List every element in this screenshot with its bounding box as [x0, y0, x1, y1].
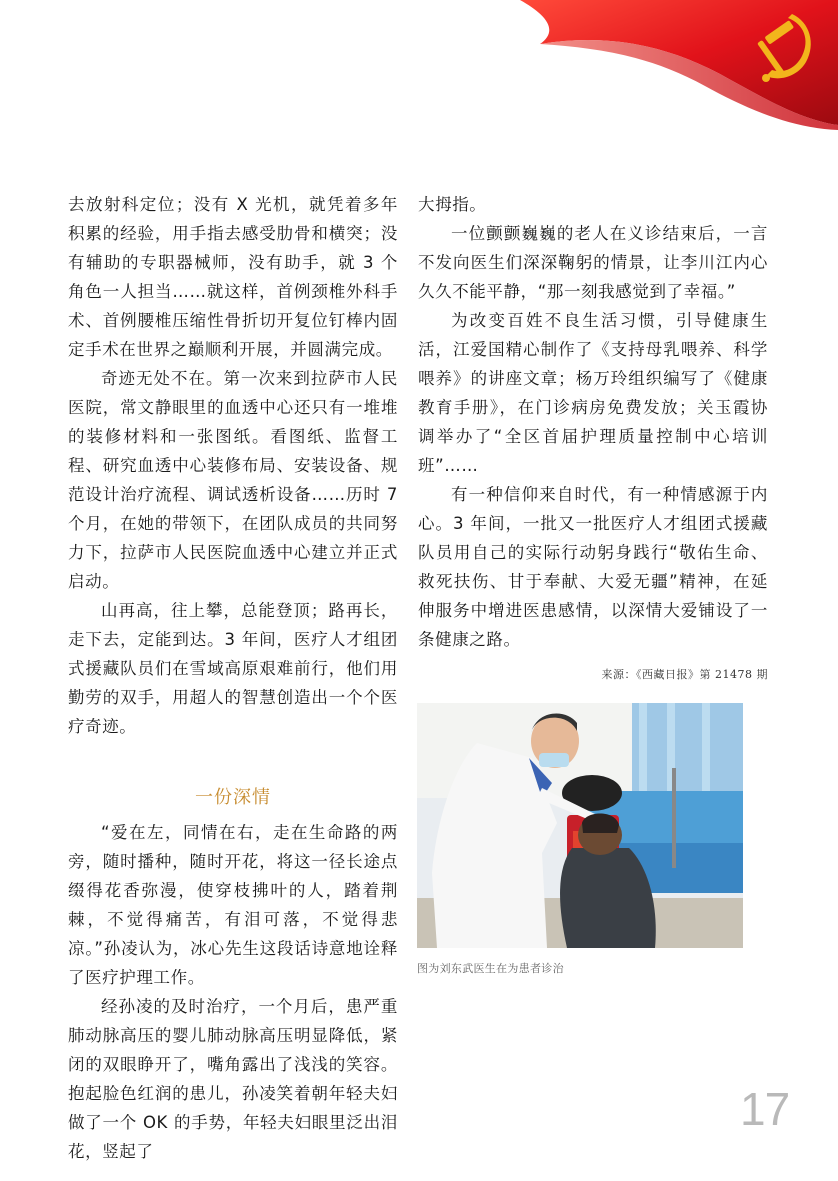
paragraph: “爱在左，同情在右，走在生命路的两旁，随时播种，随时开花，将这一径长途点缀得花香弥漫，使穿枝拂叶的人，踏着荆棘，不觉得痛苦，有泪可落，不觉得悲凉。”孙凌认为，冰心先生这段话诗意地诠释了医疗护理工作。 — [68, 823, 398, 987]
left-text-column — [68, 190, 398, 1166]
doctor-treating-patient-photo — [417, 703, 743, 948]
photo-caption: 图为刘东武医生在为患者诊治 — [417, 962, 564, 975]
page-number: 17 — [740, 1083, 790, 1135]
paragraph: 一位颤颤巍巍的老人在义诊结束后，一言不发向医生们深深鞠躬的情景，让李川江内心久久不能平静，“那一刻我感觉到了幸福。” — [418, 224, 768, 301]
section-heading: 一份深情 — [195, 787, 271, 808]
right-text-column — [418, 190, 768, 689]
paragraph: 为改变百姓不良生活习惯，引导健康生活，江爱国精心制作了《支持母乳喂养、科学喂养》的讲座文章；杨万玲组织编写了《健康教育手册》，在门诊病房免费发放；关玉霞协调举办了“全区首届护理质量控制中心培训班”…… — [418, 311, 768, 475]
paragraph: 大拇指。 — [418, 195, 487, 214]
paragraph: 山再高，往上攀，总能登顶；路再长，走下去，定能到达。3 年间，医疗人才组团式援藏队员们在雪域高原艰难前行，他们用勤劳的双手，用超人的智慧创造出一个个医疗奇迹。 — [68, 601, 398, 736]
paragraph: 经孙凌的及时治疗，一个月后，患严重肺动脉高压的婴儿肺动脉高压明显降低，紧闭的双眼睁开了，嘴角露出了浅浅的笑容。抱起脸色红润的患儿，孙凌笑着朝年轻夫妇做了一个 OK 的手势，年轻夫妇眼里泛出泪花，竖起了 — [68, 997, 398, 1161]
party-flag-banner — [0, 0, 838, 130]
paragraph: 有一种信仰来自时代，有一种情感源于内心。3 年间，一批又一批医疗人才组团式援藏队员用自己的实际行动躬身践行“敬佑生命、救死扶伤、甘于奉献、大爱无疆”精神，在延伸服务中增进医患感情，以深情大爱铺设了一条健康之路。 — [418, 485, 768, 649]
source-citation: 来源：《西藏日报》第 21478 期 — [601, 668, 768, 681]
paragraph: 奇迹无处不在。第一次来到拉萨市人民医院，常文静眼里的血透中心还只有一堆堆的装修材料和一张图纸。看图纸、监督工程、研究血透中心装修布局、安装设备、规范设计治疗流程、调试透析设备……历时 7 个月，在她的带领下，在团队成员的共同努力下，拉萨市人民医院血透中心建立并正式启动。 — [68, 369, 398, 591]
paragraph: 去放射科定位；没有 X 光机，就凭着多年积累的经验，用手指去感受肋骨和横突；没有辅助的专职器械师，没有助手，就 3 个角色一人担当……就这样，首例颈椎外科手术、首例腰椎压缩性骨折切开复位钉棒内固定手术在世界之巅顺利开展，并圆满完成。 — [68, 195, 398, 359]
